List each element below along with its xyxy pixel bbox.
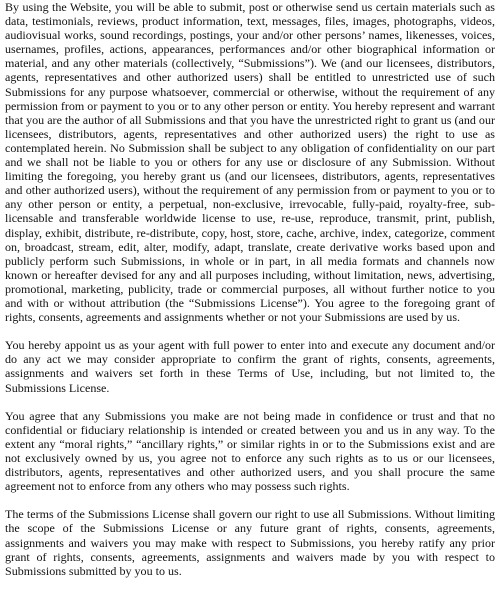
paragraph-license-governance: The terms of the Submissions License shall govern our right to use all Submissions. Without limiting the scope of the Submissions License or any future grant of rights, consents, agreements, assignments and waivers you may make with respect to Submissions, you hereby ratify any prior grant of rights, consents, agreements, assignments and waivers made by you with respect to Submissions submitted by you to us.: [5, 507, 495, 578]
paragraph-submissions-overview: By using the Website, you will be able to submit, post or otherwise send us certain materials such as data, testimonials, reviews, product information, text, messages, files, images, photographs, videos, audiovisual works, sound recordings, postings, your and/or other persons’ names, likenesses, voices, usernames, profiles, actions, appearances, performances and/or other biographical information or material, and any other materials (collectively, “Submissions”). We (and our licensees, distributors, agents, representatives and other authorized users) shall be entitled to unrestricted use of such Submissions for any purpose whatsoever, commercial or otherwise, without the requirement of any permission from or payment to you or to any other person or entity. You hereby represent and warrant that you are the author of all Submissions and that you have the unrestricted right to grant us (and our licensees, distributors, agents, representatives and other authorized users) the right to use as contemplated herein. No Submission shall be subject to any obligation of confidentiality on our part and we shall not be liable to you or others for any use or disclosure of any Submission. Without limiting the foregoing, you hereby grant us (and our licensees, distributors, agents, representatives and other authorized users), without the requirement of any permission from or payment to you or to any other person or entity, a perpetual, non-exclusive, irrevocable, fully-paid, royalty-free, sub-licensable and transferable worldwide license to use, re-use, reproduce, transmit, print, publish, display, exhibit, distribute, re-distribute, copy, host, store, cache, archive, index, categorize, comment on, broadcast, stream, edit, alter, modify, adapt, translate, create derivative works based upon and publicly perform such Submissions, in whole or in part, in all media formats and channels now known or hereafter devised for any and all purposes including, without limitation, news, advertising, promotional, marketing, publicity, trade or commercial purposes, all without further notice to you and with or without attribution (the “Submissions License”). You agree to the foregoing grant of rights, consents, agreements and assignments whether or not your Submissions are used by us.: [5, 0, 496, 325]
paragraph-agent-appointment: You hereby appoint us as your agent with full power to enter into and execute any document and/or do any act we may consider appropriate to confirm the grant of rights, consents, agreements, assignments and waivers set forth in these Terms of Use, including, but not limited to, the Submissions License.: [5, 338, 495, 395]
paragraph-moral-rights: You agree that any Submissions you make are not being made in confidence or trust and that no confidential or fiduciary relationship is intended or created between you and us in any way. To the extent any “moral rights,” “ancillary rights,” or similar rights in or to the Submissions exist and are not exclusively owned by us, you agree not to enforce any such rights as to us or our licensees, distributors, agents, representatives and other authorized users, and you shall procure the same agreement not to enforce from any others who may possess such rights.: [5, 408, 495, 494]
